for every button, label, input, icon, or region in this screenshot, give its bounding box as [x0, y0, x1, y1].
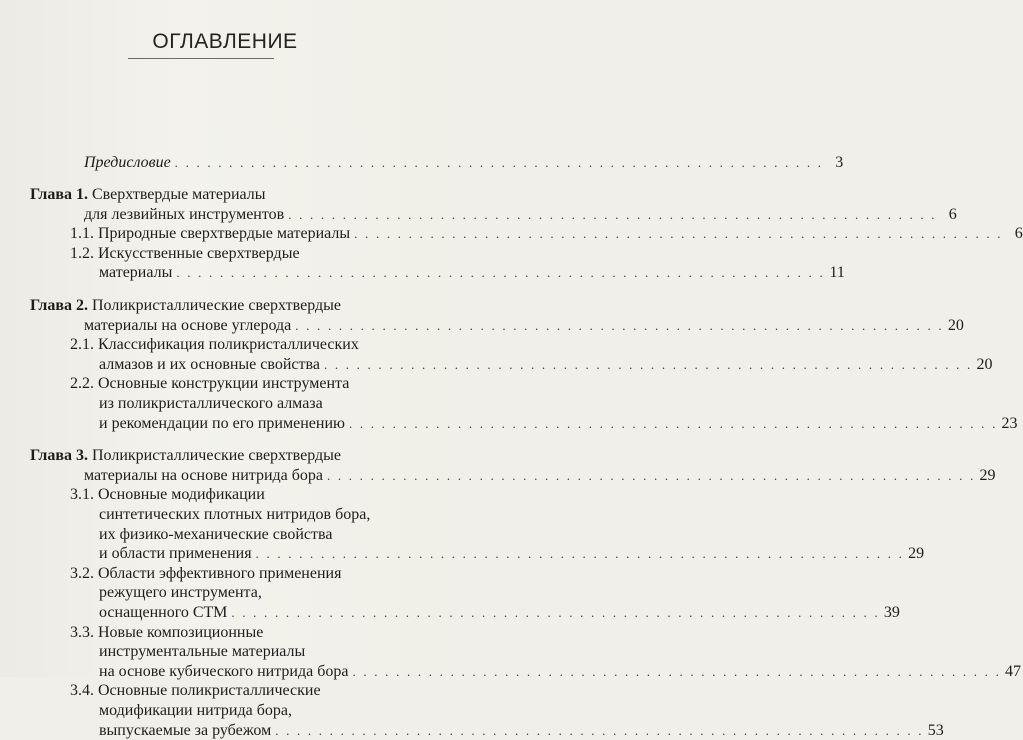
section-number: 2.1.: [70, 336, 94, 354]
section-number: 1.1.: [70, 225, 94, 243]
dot-leader: . . . . . . . . . . . . . . . . . . . . . . . . . . . . . . . . . . . . . . . . . . . . . . . . . . . . . . . . . . . .: [326, 467, 976, 483]
toc-section-line: [99, 642, 412, 661]
page-number: 29: [979, 466, 996, 484]
section-number: 1.2.: [70, 244, 94, 262]
section-title: их физико-механические свойства: [99, 525, 333, 543]
dot-leader: . . . . . . . . . . . . . . . . . . . . . . . . . . . . . . . . . . . . . . . . . . . . . . . . . . . . . . . . . . . .: [295, 317, 944, 333]
section-title: Новые композиционные: [98, 623, 264, 641]
toc-section-line: [70, 681, 412, 700]
section-title: Классификация поликристаллических: [98, 336, 359, 354]
section-title: Основные поликристаллические: [98, 682, 321, 700]
chapter-title: материалы на основе углерода: [84, 316, 292, 334]
dot-leader: . . . . . . . . . . . . . . . . . . . . . . . . . . . . . . . . . . . . . . . . . . . . . . . . . . . . . . . . . . . .: [348, 415, 998, 431]
page-number: 20: [976, 355, 993, 373]
section-title: Основные конструкции инструмента: [98, 375, 350, 393]
dot-leader: . . . . . . . . . . . . . . . . . . . . . . . . . . . . . . . . . . . . . . . . . . . . . . . . . . . . . . . . . . . .: [352, 663, 1002, 679]
chapter-title: Сверхтвердые материалы: [92, 186, 266, 203]
section-number: 3.1.: [70, 486, 94, 504]
title-underline: [128, 58, 274, 59]
toc-section-line: [70, 335, 412, 354]
page-number: 11: [829, 264, 845, 282]
toc-chapter-line: [84, 466, 996, 485]
toc-section-line: [99, 505, 412, 524]
section-title: Искусственные сверхтвердые: [98, 244, 300, 262]
section-title: Области эффективного применения: [98, 564, 342, 582]
preface-label: Предисловие: [84, 154, 171, 171]
page-number: 39: [883, 604, 900, 621]
section-title: оснащенного СТМ: [99, 604, 228, 621]
page-number: 3: [835, 154, 844, 171]
chapter-number: Глава 3.: [30, 447, 88, 465]
toc-section-line: [99, 583, 412, 602]
toc-section-line: [99, 544, 925, 563]
section-number: 3.3.: [70, 623, 94, 641]
toc-section-line: [70, 485, 412, 504]
toc-section-line: [99, 662, 1022, 681]
section-title: инструментальные материалы: [99, 643, 306, 661]
section-title: синтетических плотных нитридов бора,: [99, 506, 371, 523]
toc-chapter-line: [30, 296, 412, 315]
dot-leader: . . . . . . . . . . . . . . . . . . . . . . . . . . . . . . . . . . . . . . . . . . . . . . . . . . . . . . . . . . . .: [255, 546, 905, 562]
toc-section-line: [70, 374, 412, 393]
page-number: 23: [1001, 414, 1018, 432]
section-title: и области применения: [99, 545, 252, 563]
toc-section-line: [70, 224, 1023, 243]
toc-entry-preface: [84, 153, 844, 172]
page-title: ОГЛАВЛЕНИЕ: [152, 30, 298, 53]
section-title: материалы: [99, 264, 173, 282]
dot-leader: . . . . . . . . . . . . . . . . . . . . . . . . . . . . . . . . . . . . . . . . . . . . . . . . . . . . . . . . . . . .: [354, 226, 1003, 242]
chapter-title: Поликристаллические сверхтвердые: [92, 297, 341, 314]
section-title: режущего инструмента,: [99, 584, 262, 602]
page-number: 47: [1005, 662, 1022, 680]
toc-section-line: [99, 721, 944, 740]
toc-chapter-line: [30, 185, 412, 204]
toc-chapter-line: [30, 446, 412, 465]
chapter-title: для лезвийных инструментов: [84, 205, 285, 223]
page-number: 6: [1014, 225, 1023, 243]
page-number: 6: [948, 205, 957, 223]
toc-section-line: [70, 244, 412, 263]
section-title: из поликристаллического алмаза: [99, 395, 323, 412]
toc-chapter-line: [84, 316, 964, 335]
page-number: 53: [927, 721, 944, 739]
toc-section-line: [99, 355, 993, 374]
dot-leader: . . . . . . . . . . . . . . . . . . . . . . . . . . . . . . . . . . . . . . . . . . . . . . . . . . . . . . . . . . . .: [176, 265, 825, 281]
toc-section-line: [99, 603, 900, 622]
section-title: выпускаемые за рубежом: [99, 721, 272, 739]
toc-section-line: [99, 414, 1018, 433]
section-title: Основные модификации: [98, 486, 265, 504]
toc-chapter-line: [84, 205, 957, 224]
section-title: и рекомендации по его применению: [99, 414, 345, 432]
section-number: 2.2.: [70, 375, 94, 393]
dot-leader: . . . . . . . . . . . . . . . . . . . . . . . . . . . . . . . . . . . . . . . . . . . . . . . . . . . . . . . . . . . .: [288, 206, 937, 222]
toc-section-line: [99, 263, 845, 282]
chapter-number: Глава 2.: [30, 297, 88, 314]
dot-leader: . . . . . . . . . . . . . . . . . . . . . . . . . . . . . . . . . . . . . . . . . . . . . . . . . . . . . . . . . . . .: [323, 356, 973, 372]
toc-section-line: [70, 564, 412, 583]
section-title: алмазов и их основные свойства: [99, 355, 320, 373]
toc-section-line: [99, 701, 412, 720]
page-number: 29: [908, 545, 925, 563]
chapter-title: материалы на основе нитрида бора: [84, 466, 323, 484]
chapter-title: Поликристаллические сверхтвердые: [92, 447, 341, 465]
toc-section-line: [70, 623, 412, 642]
dot-leader: . . . . . . . . . . . . . . . . . . . . . . . . . . . . . . . . . . . . . . . . . . . . . . . . . . . . . . . . . . . .: [174, 155, 824, 170]
section-number: 3.2.: [70, 564, 94, 582]
toc-section-line: [99, 525, 412, 544]
chapter-number: Глава 1.: [30, 186, 88, 203]
page-number: 20: [947, 316, 964, 334]
section-title: на основе кубического нитрида бора: [99, 662, 349, 680]
section-number: 3.4.: [70, 682, 94, 700]
section-title: Природные сверхтвердые материалы: [98, 225, 351, 243]
dot-leader: . . . . . . . . . . . . . . . . . . . . . . . . . . . . . . . . . . . . . . . . . . . . . . . . . . . . . . . . . . . .: [275, 722, 924, 738]
toc-section-line: [99, 394, 412, 413]
dot-leader: . . . . . . . . . . . . . . . . . . . . . . . . . . . . . . . . . . . . . . . . . . . . . . . . . . . . . . . . . . . .: [231, 605, 880, 620]
section-title: модификации нитрида бора,: [99, 702, 292, 719]
